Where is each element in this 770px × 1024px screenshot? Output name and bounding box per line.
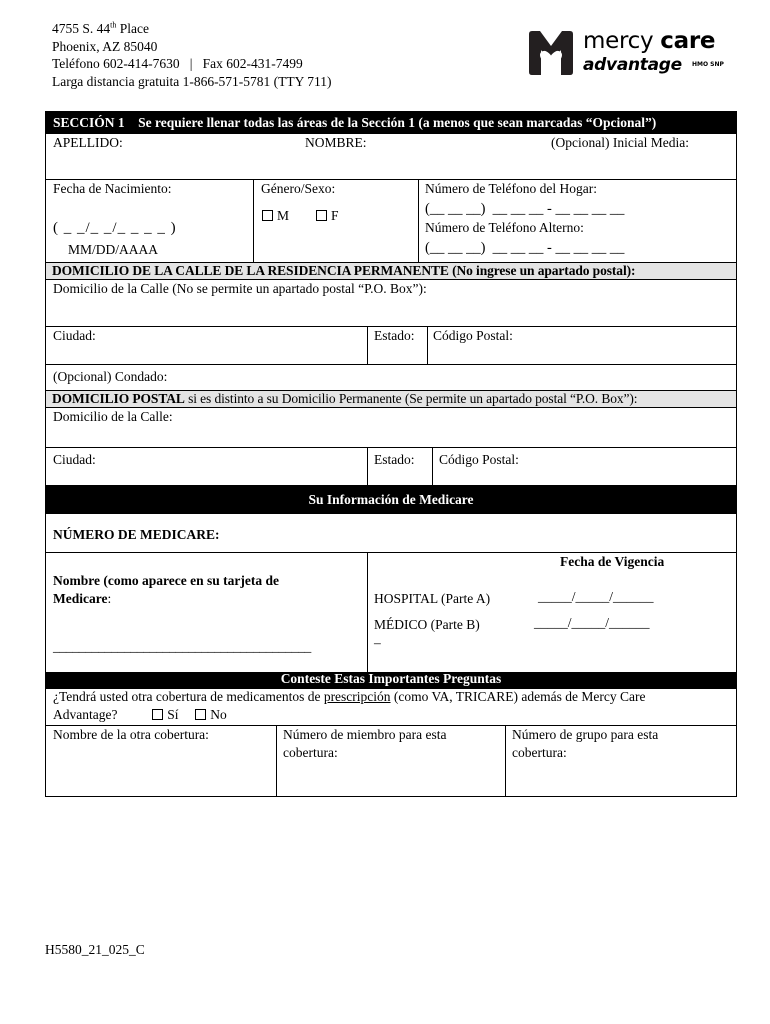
street-line: 4755 S. 44th Place: [52, 20, 149, 36]
medico-label: MÉDICO (Parte B): [374, 617, 480, 632]
other-coverage-name-cell[interactable]: [46, 726, 277, 797]
sender-address: [52, 20, 332, 90]
mercy-care-logo-icon: [527, 30, 575, 76]
toll-free-line: Larga distancia gratuita 1-866-571-5781 (TTY 711): [52, 73, 332, 89]
gender-cell: [254, 180, 419, 262]
other-coverage-question: [46, 688, 736, 726]
county-row[interactable]: [46, 365, 736, 391]
mailing-zip-label: Código Postal:: [439, 452, 519, 467]
medicare-name-row: [46, 553, 736, 689]
alt-phone-label: Número de Teléfono Alterno:: [425, 220, 584, 235]
logo-word-mercy-care: mercy care: [583, 28, 716, 54]
hospital-date-input[interactable]: _____/_____/______: [538, 589, 654, 604]
mailing-city-cell[interactable]: [46, 448, 368, 485]
medico-date-input[interactable]: _____/_____/______: [534, 615, 650, 630]
gender-female-option[interactable]: F: [316, 208, 339, 224]
checkbox-yes[interactable]: [152, 709, 163, 720]
dob-format: MM/DD/AAAA: [68, 242, 159, 257]
medicare-number-row[interactable]: [46, 514, 736, 553]
checkbox-male[interactable]: [262, 210, 273, 221]
middle-initial-label: (Opcional) Inicial Media:: [551, 135, 689, 150]
city-line: Phoenix, AZ 85040: [52, 38, 158, 54]
first-name-label: NOMBRE:: [305, 135, 367, 150]
mailing-street-row[interactable]: [46, 408, 736, 448]
group-number-label-1: Número de grupo para esta: [512, 727, 659, 742]
mercy-care-logo: [527, 30, 727, 80]
home-phone-label: Número de Teléfono del Hogar:: [425, 181, 597, 196]
medicare-header: Su Información de Medicare: [46, 486, 736, 514]
mailing-address-header: DOMICILIO POSTAL si es distinto a su Domicilio Permanente (Se permite un apartado postal “P.O. Box”):: [46, 391, 736, 408]
effective-date-cell: [368, 553, 736, 688]
dash-mark: –: [374, 635, 381, 650]
dob-gender-phone-row: [46, 180, 736, 263]
medicare-name-label-1: Nombre (como aparece en su tarjeta de: [53, 573, 279, 588]
permanent-city-cell[interactable]: [46, 327, 368, 364]
member-number-cell[interactable]: [277, 726, 506, 797]
checkbox-female[interactable]: [316, 210, 327, 221]
question-line-2: Advantage? Sí No: [53, 707, 227, 722]
section1-header: SECCIÓN 1 Se requiere llenar todas las áreas de la Sección 1 (a menos que sean marcadas “Opcional”): [46, 112, 736, 134]
other-coverage-name-label: Nombre de la otra cobertura:: [53, 727, 209, 742]
dob-input[interactable]: ( _ _/_ _/_ _ _ _ ): [53, 220, 177, 236]
last-name-label: APELLIDO:: [53, 135, 123, 150]
phones-cell: [419, 180, 736, 262]
permanent-zip-cell[interactable]: [428, 327, 736, 364]
medicare-name-line[interactable]: ________________________________________: [53, 639, 312, 654]
permanent-state-cell[interactable]: [368, 327, 428, 364]
mailing-city-row: [46, 448, 736, 486]
mailing-state-label: Estado:: [374, 452, 415, 467]
mailing-street-label: Domicilio de la Calle:: [53, 409, 173, 424]
answer-yes-option[interactable]: Sí: [152, 707, 178, 722]
answer-no-option[interactable]: No: [195, 707, 227, 722]
member-number-label-2: cobertura:: [283, 745, 338, 760]
group-number-label-2: cobertura:: [512, 745, 567, 760]
form-code: H5580_21_025_C: [45, 942, 145, 957]
enrollment-form: [45, 111, 737, 797]
permanent-zip-label: Código Postal:: [433, 328, 513, 343]
checkbox-no[interactable]: [195, 709, 206, 720]
mailing-state-cell[interactable]: [368, 448, 433, 485]
permanent-address-header: DOMICILIO DE LA CALLE DE LA RESIDENCIA PERMANENTE (No ingrese un apartado postal):: [46, 263, 736, 280]
questions-header: Conteste Estas Importantes Preguntas: [46, 672, 736, 688]
permanent-state-label: Estado:: [374, 328, 415, 343]
dob-label: Fecha de Nacimiento:: [53, 181, 172, 196]
mailing-zip-cell[interactable]: [433, 448, 736, 485]
dob-cell[interactable]: [46, 180, 254, 262]
phone-line: Teléfono 602-414-7630 | Fax 602-431-7499: [52, 56, 303, 71]
medicare-number-label: NÚMERO DE MEDICARE:: [53, 527, 220, 542]
question-line-1: ¿Tendrá usted otra cobertura de medicamentos de prescripción (como VA, TRICARE) además de Mercy Care: [53, 689, 646, 704]
name-row: [46, 134, 736, 180]
effective-date-label: Fecha de Vigencia: [560, 554, 665, 569]
medicare-name-label-2: Medicare:: [53, 591, 112, 606]
home-phone-input[interactable]: (__ __ __) __ __ __ - __ __ __ __: [425, 201, 625, 217]
permanent-street-label: Domicilio de la Calle (No se permite un apartado postal “P.O. Box”):: [53, 281, 427, 296]
member-number-label-1: Número de miembro para esta: [283, 727, 447, 742]
group-number-cell[interactable]: [506, 726, 736, 797]
county-label: (Opcional) Condado:: [53, 369, 168, 384]
logo-word-advantage: advantage: [583, 55, 682, 75]
permanent-city-row: [46, 327, 736, 365]
logo-word-hmo-snp: HMO SNP: [692, 61, 724, 68]
mailing-city-label: Ciudad:: [53, 452, 96, 467]
alt-phone-input[interactable]: (__ __ __) __ __ __ - __ __ __ __: [425, 240, 625, 256]
hospital-label: HOSPITAL (Parte A): [374, 591, 491, 606]
other-coverage-details-row: [46, 726, 736, 797]
gender-male-option[interactable]: M: [262, 208, 289, 224]
permanent-street-row[interactable]: [46, 280, 736, 327]
medicare-name-cell[interactable]: [46, 553, 368, 688]
gender-label: Género/Sexo:: [261, 181, 336, 196]
permanent-city-label: Ciudad:: [53, 328, 96, 343]
